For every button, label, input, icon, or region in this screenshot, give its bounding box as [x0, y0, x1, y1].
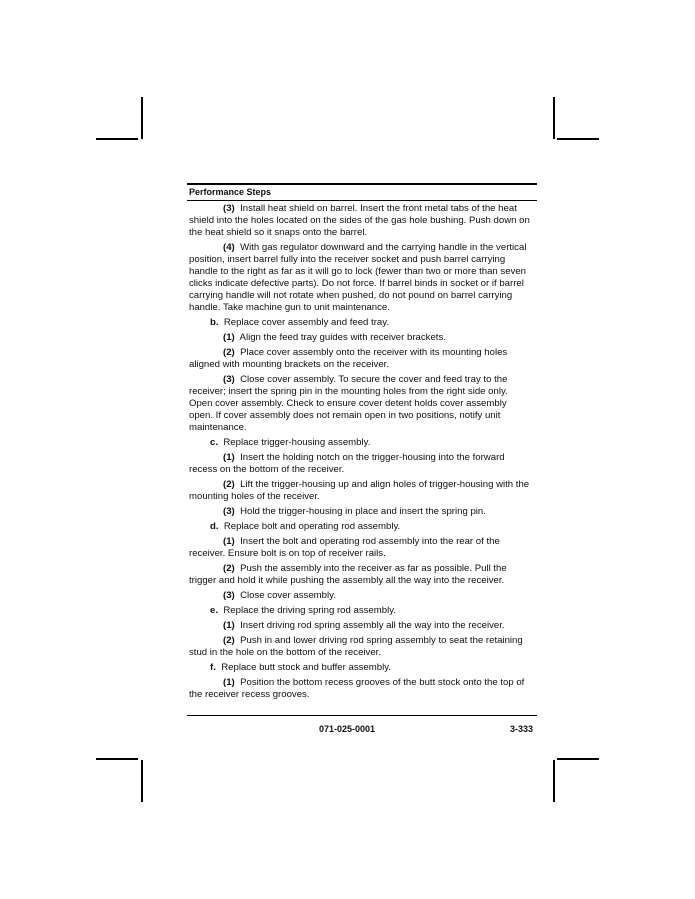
step-paragraph: (4) With gas regulator downward and the carrying handle in the vertical position, insert barrel fully into the receiver socket and push barrel carrying handle to the right as far as it will go to lock (fewer than two or more than seven clicks indicate defective parts). Do not force. If barrel binds in socket or if barrel carrying handle will not rotate when pushed, do not pound on barrel carrying handle. Take machine gun to unit maintenance. [189, 242, 527, 313]
crop-mark-bottom-left-h [96, 758, 138, 760]
page-number: 3-333 [509, 724, 533, 734]
crop-mark-bottom-right-v [553, 760, 555, 802]
step-paragraph: (1) Insert the holding notch on the trigger-housing into the forward recess on the bottom of the receiver. [189, 452, 505, 475]
header-subrule [187, 200, 537, 201]
step-paragraph: c. Replace trigger-housing assembly. [210, 437, 371, 448]
crop-mark-top-right-h [557, 138, 599, 140]
crop-mark-bottom-left-v [141, 760, 143, 802]
crop-mark-top-left-v [141, 97, 143, 139]
step-paragraph: b. Replace cover assembly and feed tray. [210, 317, 390, 328]
step-paragraph: (3) Close cover assembly. To secure the cover and feed tray to the receiver; insert the spring pin in the mounting holes from the right side only. Open cover assembly. Check to ensure cover detent holds cover assembly open. If cover assembly does not remain open in two positions, notify unit maintenance. [189, 374, 508, 433]
step-paragraph: (2) Push in and lower driving rod spring assembly to seat the retaining stud in the hole on the bottom of the receiver. [189, 635, 523, 658]
step-paragraph: (3) Close cover assembly. [223, 590, 336, 601]
header-rule [187, 183, 537, 185]
crop-mark-bottom-right-h [557, 758, 599, 760]
step-paragraph: (2) Lift the trigger-housing up and align holes of trigger-housing with the mounting holes of the receiver. [189, 479, 530, 502]
step-paragraph: (3) Install heat shield on barrel. Insert the front metal tabs of the heat shield into the holes located on the sides of the gas hole bushing. Push down on the heat shield so it snaps onto the barrel. [189, 203, 530, 238]
crop-mark-top-left-h [96, 138, 138, 140]
step-paragraph: e. Replace the driving spring rod assembly. [210, 605, 396, 616]
crop-mark-top-right-v [553, 97, 555, 139]
step-paragraph: d. Replace bolt and operating rod assembly. [210, 521, 401, 532]
step-paragraph: (1) Align the feed tray guides with receiver brackets. [223, 332, 446, 343]
footer-rule [187, 715, 537, 716]
step-paragraph: (1) Insert the bolt and operating rod assembly into the rear of the receiver. Ensure bolt is on top of receiver rails. [189, 536, 500, 559]
document-number: 071-025-0001 [319, 724, 376, 734]
section-heading: Performance Steps [189, 187, 272, 197]
step-paragraph: (3) Hold the trigger-housing in place and insert the spring pin. [223, 506, 486, 517]
steps-body [189, 203, 533, 704]
step-paragraph: (1) Position the bottom recess grooves of the butt stock onto the top of the receiver recess grooves. [189, 677, 525, 700]
step-paragraph: f. Replace butt stock and buffer assembly. [210, 662, 391, 673]
step-paragraph: (2) Push the assembly into the receiver as far as possible. Pull the trigger and hold it while pushing the assembly all the way into the receiver. [189, 563, 507, 586]
step-paragraph: (1) Insert driving rod spring assembly all the way into the receiver. [223, 620, 505, 631]
step-paragraph: (2) Place cover assembly onto the receiver with its mounting holes aligned with mounting brackets on the receiver. [189, 347, 508, 370]
